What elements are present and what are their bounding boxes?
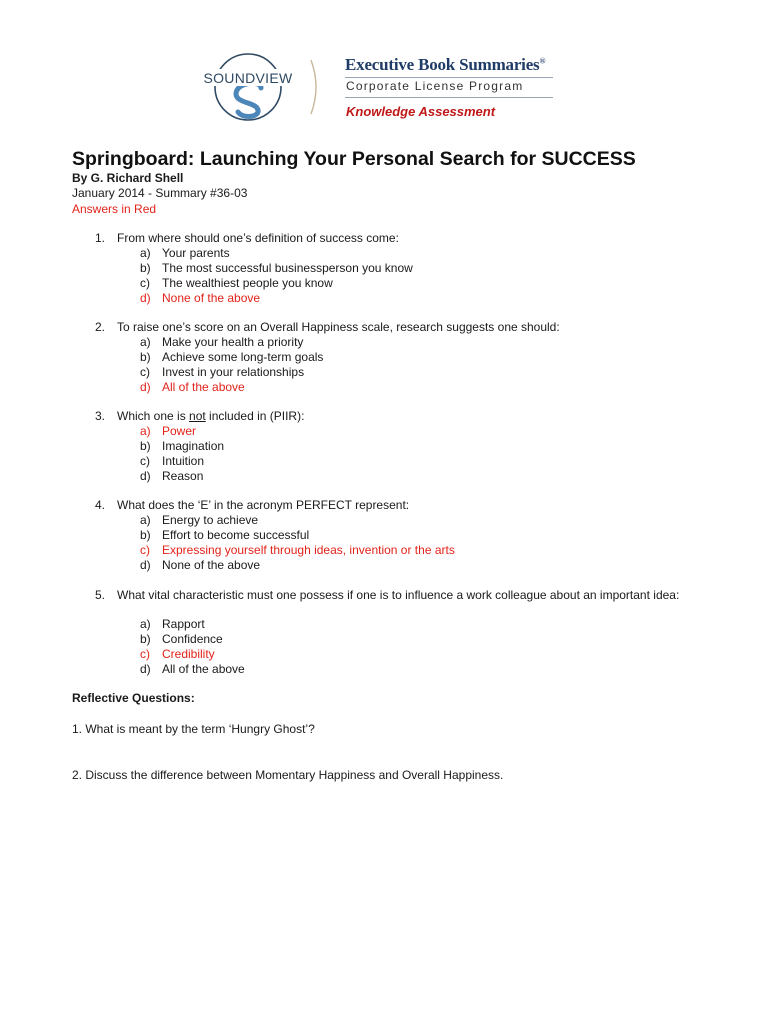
option-b: b) The most successful businessperson you know: [140, 261, 413, 275]
document-date: January 2014 - Summary #36-03: [72, 186, 248, 200]
question-text: From where should one’s definition of success come:: [117, 231, 399, 245]
option-b: b) Achieve some long-term goals: [140, 350, 324, 364]
option-c-correct: c) Credibility: [140, 647, 215, 661]
question-number: 1.: [95, 231, 106, 245]
brand-rule-top: [345, 77, 553, 78]
option-a: a) Energy to achieve: [140, 513, 259, 527]
option-d-correct: d) None of the above: [140, 291, 261, 305]
option-d: d) All of the above: [140, 662, 245, 676]
brand-subtitle: Corporate License Program: [346, 79, 524, 93]
option-d: d) None of the above: [140, 558, 261, 572]
option-d: d) Reason: [140, 469, 204, 483]
brand-section-label: Knowledge Assessment: [346, 104, 496, 119]
reflective-question-1: 1. What is meant by the term ‘Hungry Ghost’?: [72, 722, 315, 736]
brand-title: Executive Book Summaries®: [345, 55, 546, 74]
logo-s-emblem-icon: [198, 52, 298, 122]
brand-rule-bottom: [345, 97, 553, 98]
option-b: b) Imagination: [140, 439, 225, 453]
option-b: b) Confidence: [140, 632, 223, 646]
question-number: 2.: [95, 320, 106, 334]
option-c-correct: c) Expressing yourself through ideas, invention or the arts: [140, 543, 455, 557]
logo-wordmark: SOUNDVIEW: [203, 70, 293, 86]
question-number: 3.: [95, 409, 106, 423]
question-number: 5.: [95, 588, 106, 602]
soundview-logo: [198, 52, 298, 122]
question-number: 4.: [95, 498, 106, 512]
document-author: By G. Richard Shell: [72, 171, 184, 185]
registered-mark: ®: [539, 56, 546, 66]
question-text: What vital characteristic must one possess if one is to influence a work colleague about an important idea:: [117, 588, 680, 602]
document-title: Springboard: Launching Your Personal Search for SUCCESS: [72, 148, 636, 170]
option-a: a) Rapport: [140, 617, 205, 631]
brand-divider-curve: [308, 58, 322, 116]
option-a-correct: a) Power: [140, 424, 197, 438]
answers-note: Answers in Red: [72, 202, 157, 216]
reflective-question-2: 2. Discuss the difference between Momentary Happiness and Overall Happiness.: [72, 768, 504, 782]
option-c: c) The wealthiest people you know: [140, 276, 333, 290]
underlined-word: not: [189, 409, 206, 423]
option-a: a) Make your health a priority: [140, 335, 304, 349]
question-text: To raise one’s score on an Overall Happiness scale, research suggests one should:: [117, 320, 560, 334]
option-d-correct: d) All of the above: [140, 380, 245, 394]
option-c: c) Invest in your relationships: [140, 365, 305, 379]
option-c: c) Intuition: [140, 454, 205, 468]
reflective-heading: Reflective Questions:: [72, 691, 195, 705]
option-b: b) Effort to become successful: [140, 528, 310, 542]
option-a: a) Your parents: [140, 246, 230, 260]
question-text: Which one is not included in (PIIR):: [117, 409, 305, 423]
question-text: What does the ‘E’ in the acronym PERFECT represent:: [117, 498, 410, 512]
